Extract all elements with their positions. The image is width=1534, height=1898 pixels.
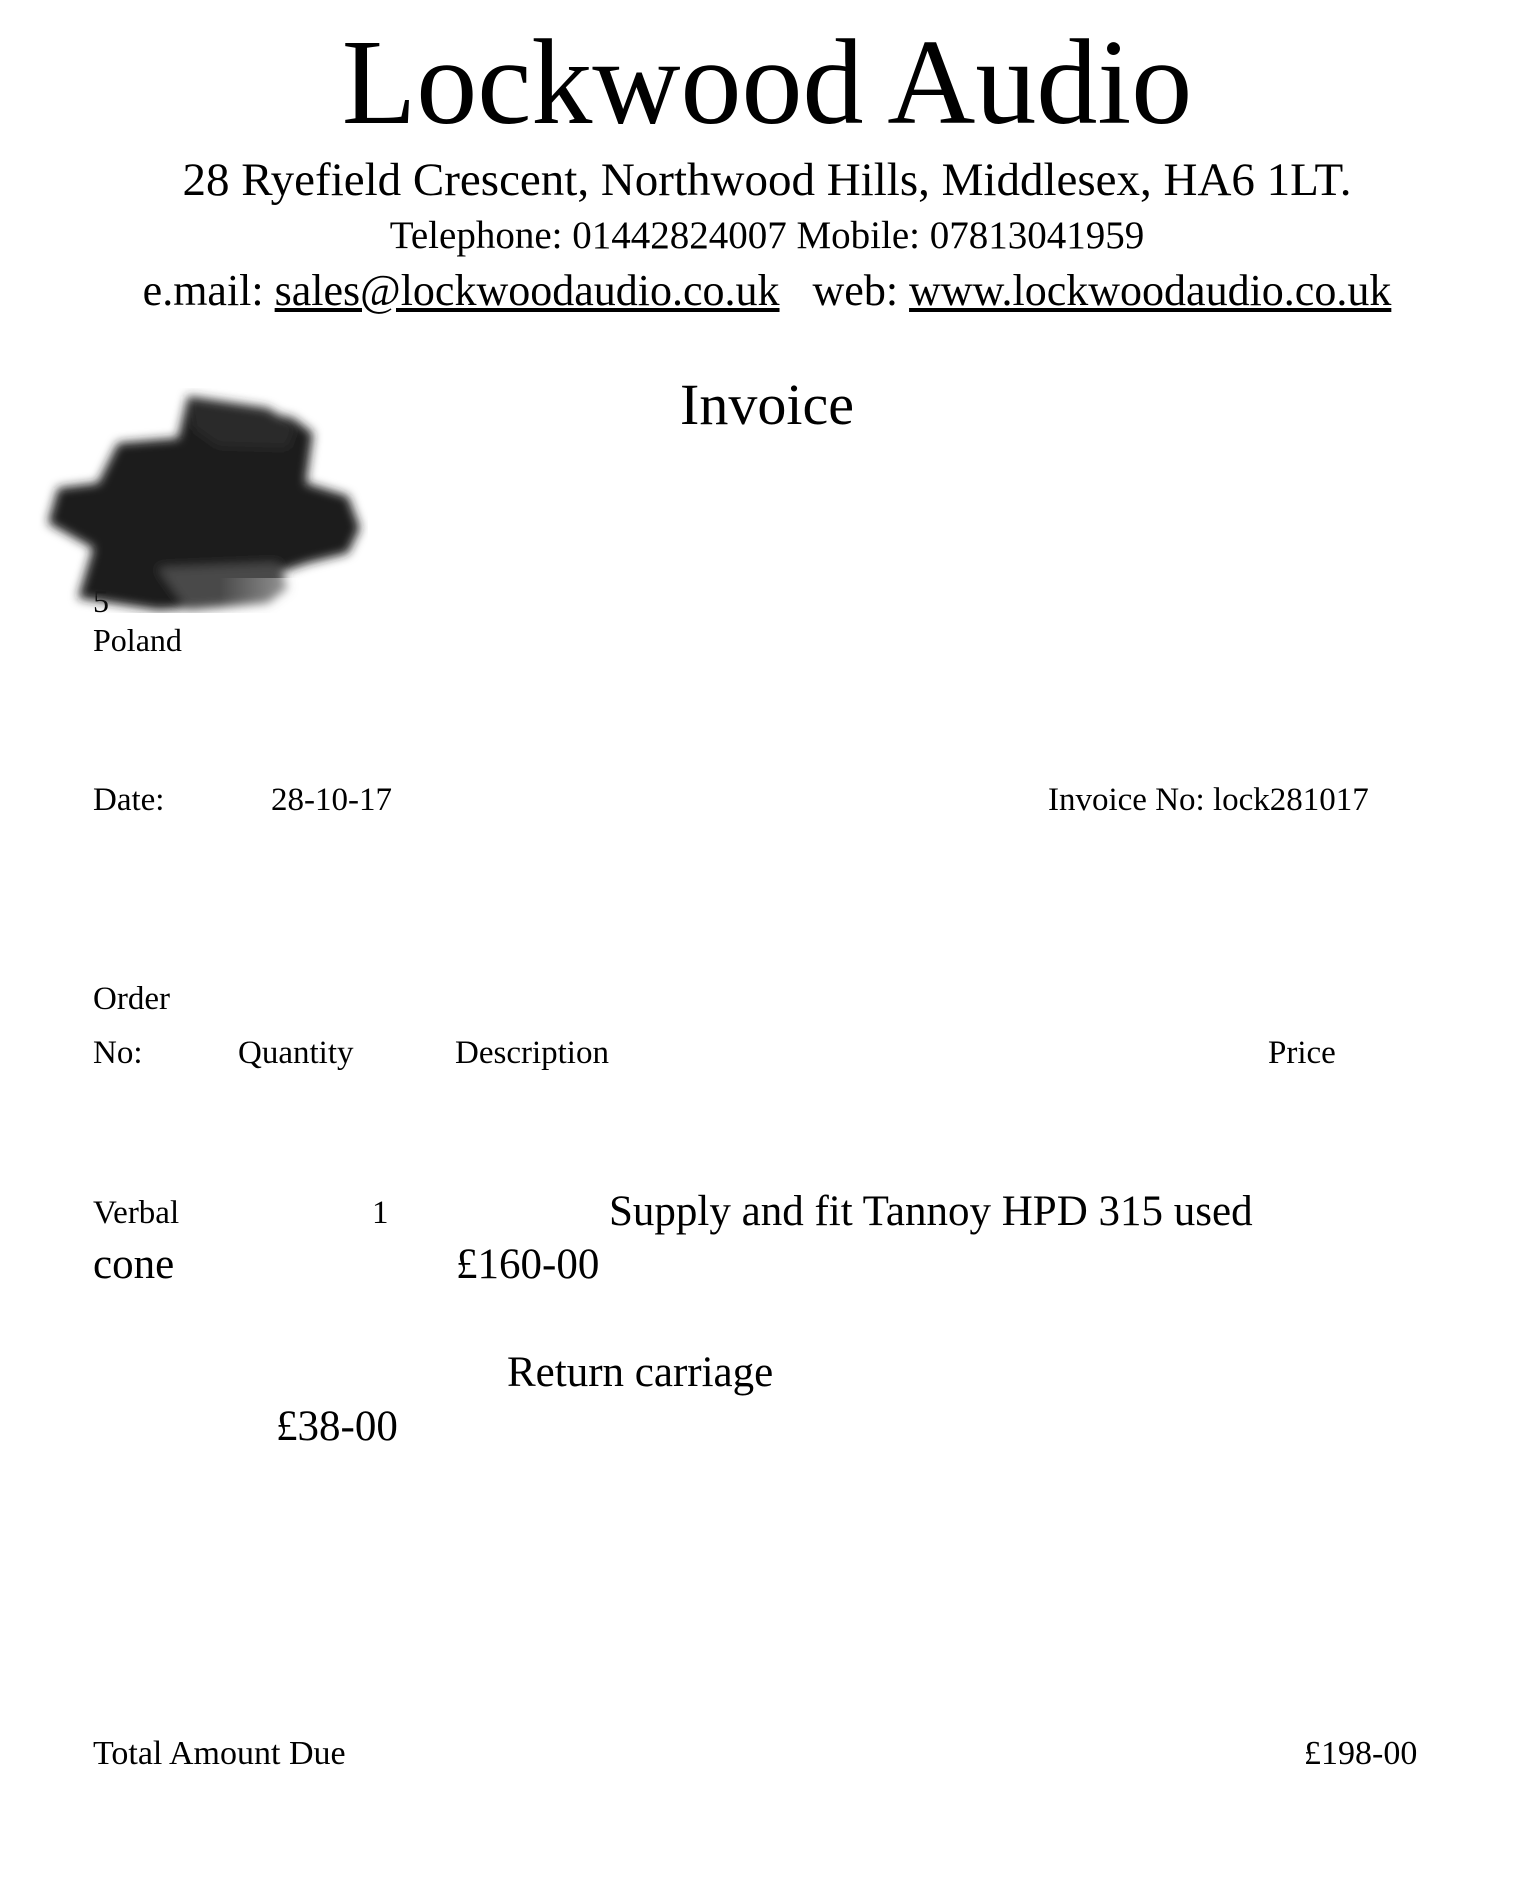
date-label: Date: xyxy=(93,782,165,818)
company-address: 28 Ryefield Crescent, Northwood Hills, Middlesex, HA6 1LT. xyxy=(182,154,1352,206)
column-header-order-line1: Order xyxy=(93,981,170,1017)
company-phone-line: Telephone: 01442824007 Mobile: 07813041959 xyxy=(389,214,1145,257)
web-label: web: xyxy=(812,266,899,315)
column-header-price: Price xyxy=(1268,1035,1336,1071)
recipient-country: Poland xyxy=(93,622,182,658)
item-price: £160-00 xyxy=(456,1241,600,1288)
company-name: Lockwood Audio xyxy=(341,15,1193,150)
company-contact-line xyxy=(0,266,1534,315)
item-price: £38-00 xyxy=(276,1403,398,1450)
item-description: Return carriage xyxy=(507,1349,774,1396)
column-header-quantity: Quantity xyxy=(238,1035,354,1071)
item-description-continued: cone xyxy=(93,1241,175,1288)
invoice-number: Invoice No: lock281017 xyxy=(1048,782,1369,818)
date-value: 28-10-17 xyxy=(271,782,392,818)
total-value: £198-00 xyxy=(1304,1735,1418,1772)
column-header-description: Description xyxy=(455,1035,609,1071)
item-description: Supply and fit Tannoy HPD 315 used xyxy=(609,1188,1253,1235)
email-label: e.mail: xyxy=(142,266,264,315)
email-link[interactable]: sales@lockwoodaudio.co.uk xyxy=(274,266,780,315)
redaction-mark xyxy=(38,388,368,613)
web-link[interactable]: www.lockwoodaudio.co.uk xyxy=(909,266,1392,315)
item-order-no: Verbal xyxy=(93,1195,180,1231)
column-header-order-line2: No: xyxy=(93,1035,143,1071)
document-title: Invoice xyxy=(680,372,854,437)
total-label: Total Amount Due xyxy=(93,1735,346,1772)
item-quantity: 1 xyxy=(372,1195,389,1231)
